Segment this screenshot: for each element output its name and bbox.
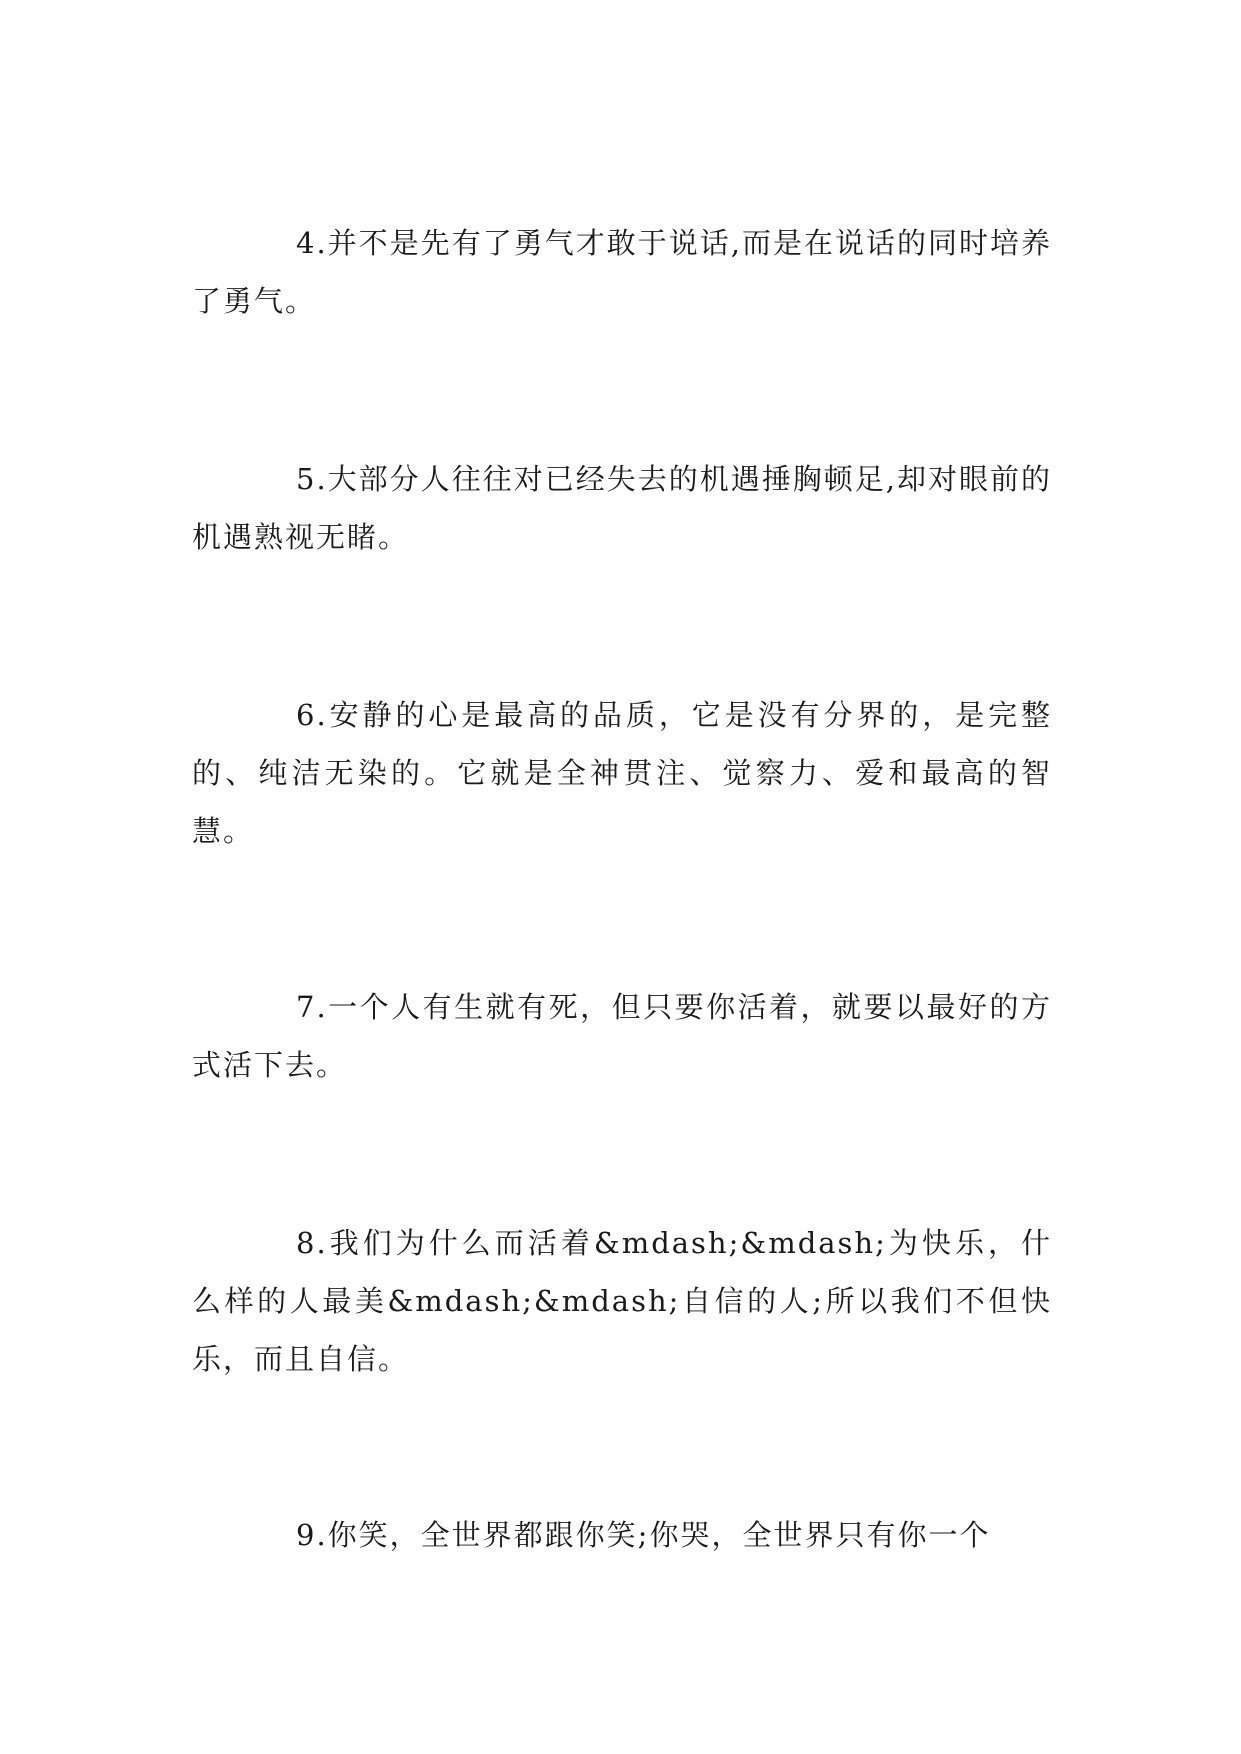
paragraph-4: 4.并不是先有了勇气才敢于说话,而是在说话的同时培养了勇气。 xyxy=(192,226,1052,318)
paragraph-9: 9.你笑，全世界都跟你笑;你哭，全世界只有你一个 xyxy=(296,1518,991,1552)
paragraph-7: 7.一个人有生就有死，但只要你活着，就要以最好的方式活下去。 xyxy=(192,990,1052,1082)
paragraph-6: 6.安静的心是最高的品质，它是没有分界的，是完整的、纯洁无染的。它就是全神贯注、觉察力、爱和最高的智慧。 xyxy=(192,698,1052,848)
paragraph-5: 5.大部分人往往对已经失去的机遇捶胸顿足,却对眼前的机遇熟视无睹。 xyxy=(192,462,1052,554)
paragraph-8: 8.我们为什么而活着&mdash;&mdash;为快乐，什么样的人最美&mdash;&mdash;自信的人;所以我们不但快乐，而且自信。 xyxy=(192,1226,1052,1376)
